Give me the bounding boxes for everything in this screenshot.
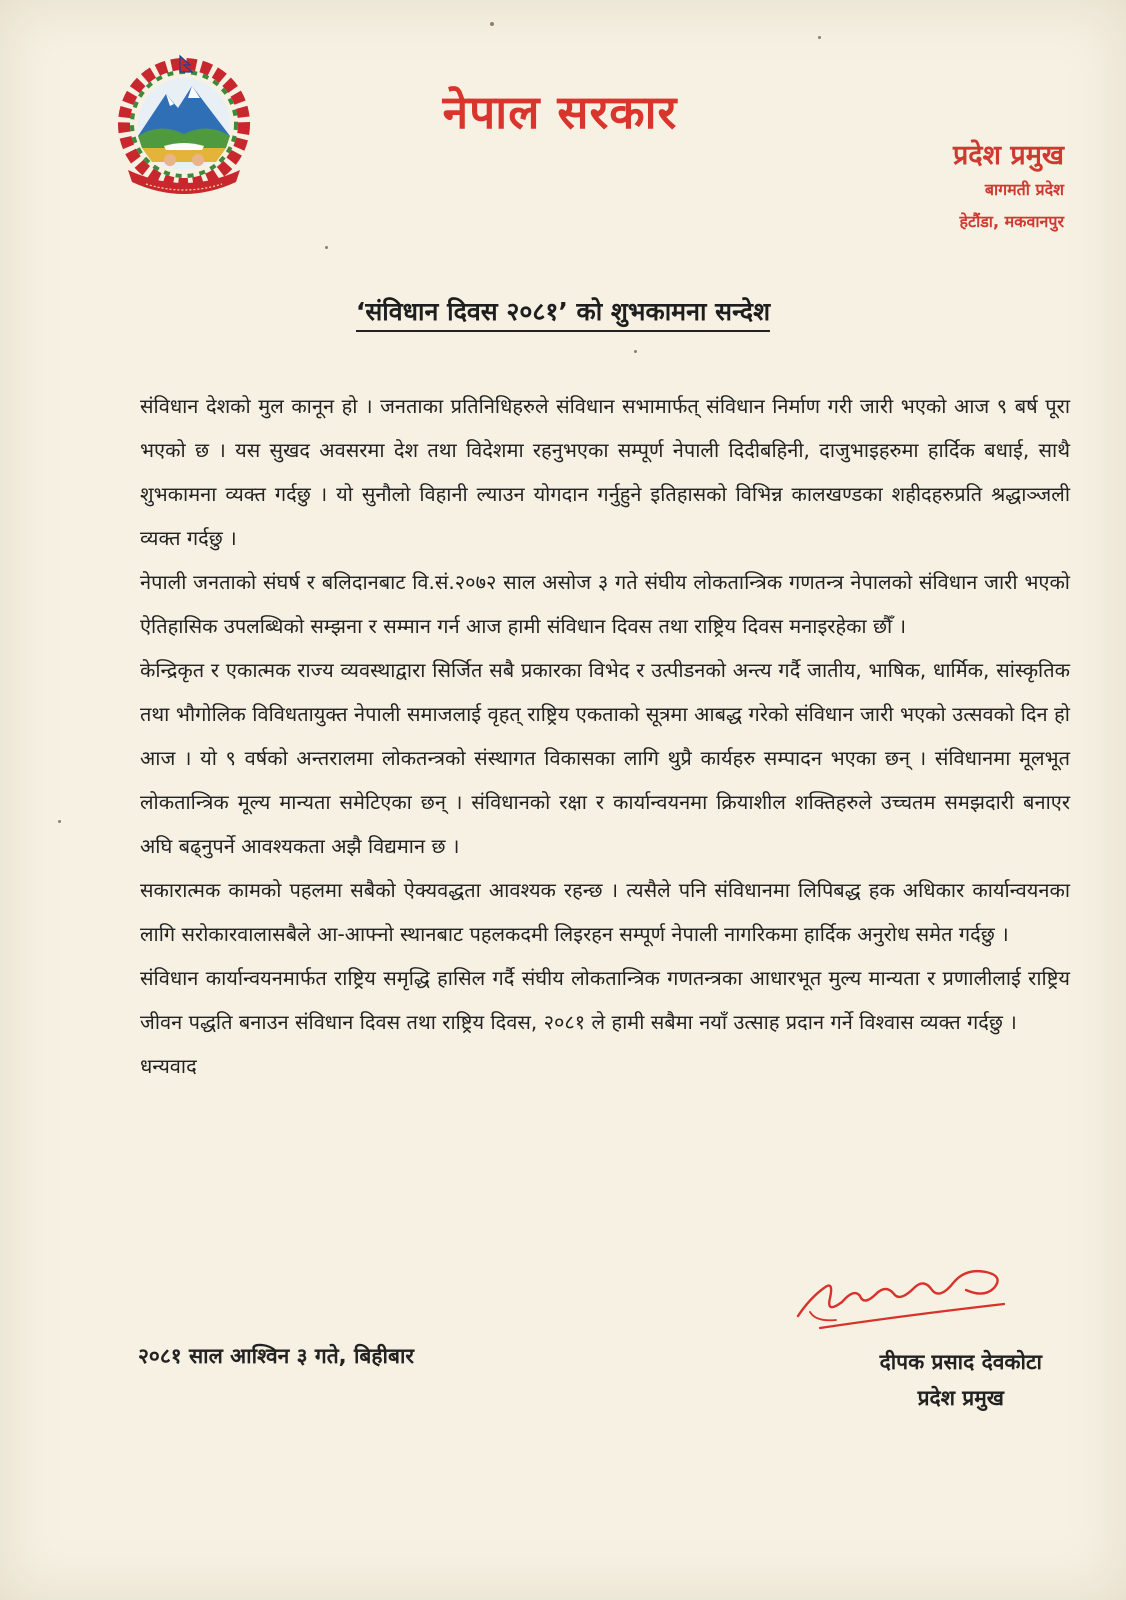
signatory-title: प्रदेश प्रमुख xyxy=(917,1386,1004,1410)
office-title: प्रदेश प्रमुख xyxy=(952,140,1064,171)
letter-subject xyxy=(0,294,1126,332)
signatory-name: दीपक प्रसाद देवकोटा xyxy=(879,1350,1042,1374)
paper-speck xyxy=(325,246,328,249)
paragraph: संविधान कार्यान्वयनमार्फत राष्ट्रिय समृद्धि हासिल गर्दै संघीय लोकतान्त्रिक गणतन्त्रका आधारभूत मुल्य मान्यता र प्रणालीलाई राष्ट्रिय जीवन पद्धति बनाउन संविधान दिवस तथा राष्ट्रिय दिवस, २०८१ ले हामी सबैमा नयाँ उत्साह प्रदान गर्ने विश्वास व्यक्त गर्दछु । xyxy=(140,966,1070,1034)
nepal-coat-of-arms-icon xyxy=(108,50,260,200)
subject-text: ‘संविधान दिवस २०८१’ को शुभकामना सन्देश xyxy=(356,294,770,332)
signatory-block xyxy=(880,1344,1042,1416)
paper-speck xyxy=(818,36,821,39)
office-block xyxy=(953,138,1064,238)
letter-date: २०८१ साल आश्विन ३ गते, बिहीबार xyxy=(138,1344,414,1368)
government-title: नेपाल सरकार xyxy=(442,85,678,139)
office-location: हेटौंडा, मकवानपुर xyxy=(959,212,1064,231)
paper-speck xyxy=(490,22,494,26)
letter-body xyxy=(140,384,1070,1088)
paragraph: केन्द्रिकृत र एकात्मक राज्य व्यवस्थाद्वारा सिर्जित सबै प्रकारका विभेद र उत्पीडनको अन्त्य गर्दै जातीय, भाषिक, धार्मिक, सांस्कृतिक तथा भौगोलिक विविधतायुक्त नेपाली समाजलाई वृहत् राष्ट्रिय एकताको सूत्रमा आबद्ध गरेको संविधान जारी भएको उत्सवको दिन हो आज । यो ९ वर्षको अन्तरालमा लोकतन्त्रको संस्थागत विकासका लागि थुप्रै कार्यहरु सम्पादन भएका छन् । संविधानमा मूलभूत लोकतान्त्रिक मूल्य मान्यता समेटिएका छन् । संविधानको रक्षा र कार्यान्वयनमा क्रियाशील शक्तिहरुले उच्चतम समझदारी बनाएर अघि बढ्नुपर्ने आवश्यकता अझै विद्यमान छ । xyxy=(140,658,1070,858)
paper-speck xyxy=(58,820,61,823)
paper-speck xyxy=(634,350,637,353)
paragraph: सकारात्मक कामको पहलमा सबैको ऐक्यवद्धता आवश्यक रहन्छ । त्यसैले पनि संविधानमा लिपिबद्ध हक अधिकार कार्यान्वयनका लागि सरोकारवालासबैले आ-आफ्नो स्थानबाट पहलकदमी लिइरहन सम्पूर्ण नेपाली नागरिकमा हार्दिक अनुरोध समेत गर्दछु । xyxy=(140,878,1070,946)
office-province: बागमती प्रदेश xyxy=(984,180,1064,199)
closing-text: धन्यवाद xyxy=(140,1054,197,1078)
paragraph: संविधान देशको मुल कानून हो । जनताका प्रतिनिधिहरुले संविधान सभामार्फत् संविधान निर्माण गरी जारी भएको आज ९ बर्ष पूरा भएको छ । यस सुखद अवसरमा देश तथा विदेशमा रहनुभएका सम्पूर्ण नेपाली दिदीबहिनी, दाजुभाइहरुमा हार्दिक बधाई, साथै शुभकामना व्यक्त गर्दछु । यो सुनौलो विहानी ल्याउन योगदान गर्नुहुने इतिहासको विभिन्न कालखण्डका शहीदहरुप्रति श्रद्धाञ्जली व्यक्त गर्दछु । xyxy=(140,394,1070,550)
paragraph: नेपाली जनताको संघर्ष र बलिदानबाट वि.सं.२०७२ साल असोज ३ गते संघीय लोकतान्त्रिक गणतन्त्र नेपालको संविधान जारी भएको ऐतिहासिक उपलब्धिको सम्झना र सम्मान गर्न आज हामी संविधान दिवस तथा राष्ट्रिय दिवस मनाइरहेका छौँ । xyxy=(140,570,1070,638)
signature-image xyxy=(790,1258,1022,1338)
